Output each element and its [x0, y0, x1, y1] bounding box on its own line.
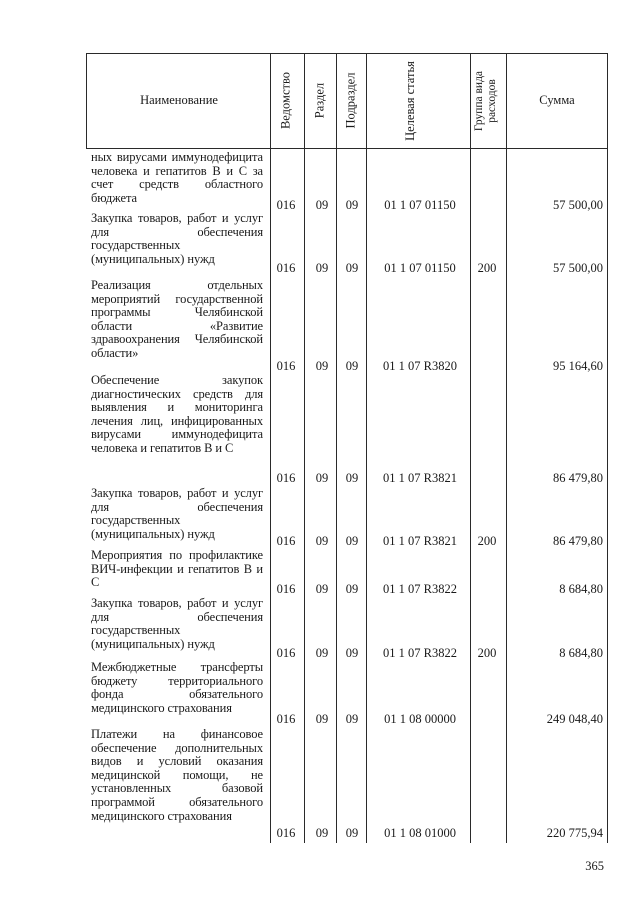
- row-razdel: 09: [315, 826, 329, 840]
- row-razdel: 09: [315, 471, 329, 485]
- row-ved: 016: [276, 359, 296, 373]
- row-tselevaya: 01 1 08 00000: [384, 712, 456, 726]
- col-border-podrazdel: [366, 53, 367, 843]
- row-summa: 220 775,94: [546, 826, 603, 840]
- row-tselevaya: 01 1 07 R3821: [383, 471, 457, 485]
- row-tselevaya: 01 1 07 01150: [384, 261, 456, 275]
- row-razdel: 09: [315, 582, 329, 596]
- header-podrazdel: Подраздел: [343, 72, 358, 129]
- row-name: Закупка товаров, работ и услуг для обеспечения государственных (муниципальных) нужд: [91, 486, 263, 541]
- header-tselevaya: [403, 61, 433, 141]
- row-podrazdel: 09: [345, 198, 359, 212]
- row-tselevaya: 01 1 07 01150: [384, 198, 456, 212]
- row-podrazdel: 09: [345, 471, 359, 485]
- row-name: Обеспечение закупок диагностических средств для выявления и мониторинга лечения лиц, инфицированных вирусами иммунодефицита человека и гепатитов В и С: [91, 373, 263, 455]
- row-ved: 016: [276, 261, 296, 275]
- row-ved: 016: [276, 534, 296, 548]
- row-razdel: 09: [315, 534, 329, 548]
- header-tselevaya-text: Целевая статья: [403, 61, 417, 141]
- row-name: Мероприятия по профилактике ВИЧ-инфекции и гепатитов В и С: [91, 548, 263, 590]
- col-border-left: [86, 53, 87, 149]
- header-razdel: Раздел: [312, 82, 327, 119]
- row-summa: 95 164,60: [553, 359, 603, 373]
- row-ved: 016: [276, 198, 296, 212]
- col-border-ved: [304, 53, 305, 843]
- row-name: Реализация отдельных мероприятий государственной программы Челябинской области «Развитие здравоохранения Челябинской области»: [91, 278, 263, 360]
- row-summa: 249 048,40: [546, 712, 603, 726]
- row-razdel: 09: [315, 261, 329, 275]
- row-tselevaya: 01 1 08 01000: [384, 826, 456, 840]
- header-top-border: [86, 53, 608, 54]
- row-name: Закупка товаров, работ и услуг для обеспечения государственных (муниципальных) нужд: [91, 596, 263, 651]
- row-podrazdel: 09: [345, 359, 359, 373]
- header-gruppa-text: Группа вида расходов: [473, 70, 498, 132]
- row-summa: 57 500,00: [553, 198, 603, 212]
- row-podrazdel: 09: [345, 534, 359, 548]
- row-podrazdel: 09: [345, 261, 359, 275]
- row-name: Закупка товаров, работ и услуг для обеспечения государственных (муниципальных) нужд: [91, 211, 263, 266]
- row-razdel: 09: [315, 646, 329, 660]
- row-ved: 016: [276, 646, 296, 660]
- page-number: 365: [585, 859, 604, 873]
- header-bottom-border: [86, 148, 608, 149]
- col-border-gruppa: [506, 53, 507, 843]
- col-border-tselevaya: [470, 53, 471, 843]
- header-gruppa: [473, 61, 503, 141]
- row-name: ных вирусами иммунодефицита человека и гепатитов В и С за счет средств областного бюджета: [91, 150, 263, 205]
- row-tselevaya: 01 1 07 R3822: [383, 646, 457, 660]
- row-name: Межбюджетные трансферты бюджету территориального фонда обязательного медицинского страхования: [91, 660, 263, 715]
- col-border-name: [270, 53, 271, 843]
- row-gruppa: 200: [477, 646, 497, 660]
- row-ved: 016: [276, 471, 296, 485]
- row-ved: 016: [276, 712, 296, 726]
- row-podrazdel: 09: [345, 826, 359, 840]
- row-ved: 016: [276, 582, 296, 596]
- row-podrazdel: 09: [345, 712, 359, 726]
- header-summa: Сумма: [539, 93, 575, 107]
- row-razdel: 09: [315, 712, 329, 726]
- row-summa: 57 500,00: [553, 261, 603, 275]
- header-name: Наименование: [140, 93, 218, 107]
- row-podrazdel: 09: [345, 646, 359, 660]
- row-tselevaya: 01 1 07 R3822: [383, 582, 457, 596]
- row-ved: 016: [276, 826, 296, 840]
- row-name: Платежи на финансовое обеспечение дополнительных видов и условий оказания медицинской помощи, не установленных базовой программой обязательного медицинского страхования: [91, 727, 263, 823]
- row-tselevaya: 01 1 07 R3821: [383, 534, 457, 548]
- row-gruppa: 200: [477, 261, 497, 275]
- row-podrazdel: 09: [345, 582, 359, 596]
- col-border-right: [607, 53, 608, 843]
- row-summa: 86 479,80: [553, 534, 603, 548]
- row-tselevaya: 01 1 07 R3820: [383, 359, 457, 373]
- row-razdel: 09: [315, 359, 329, 373]
- row-razdel: 09: [315, 198, 329, 212]
- header-ved: Ведомство: [278, 71, 293, 130]
- row-summa: 8 684,80: [559, 582, 603, 596]
- row-gruppa: 200: [477, 534, 497, 548]
- row-summa: 86 479,80: [553, 471, 603, 485]
- row-summa: 8 684,80: [559, 646, 603, 660]
- col-border-razdel: [336, 53, 337, 843]
